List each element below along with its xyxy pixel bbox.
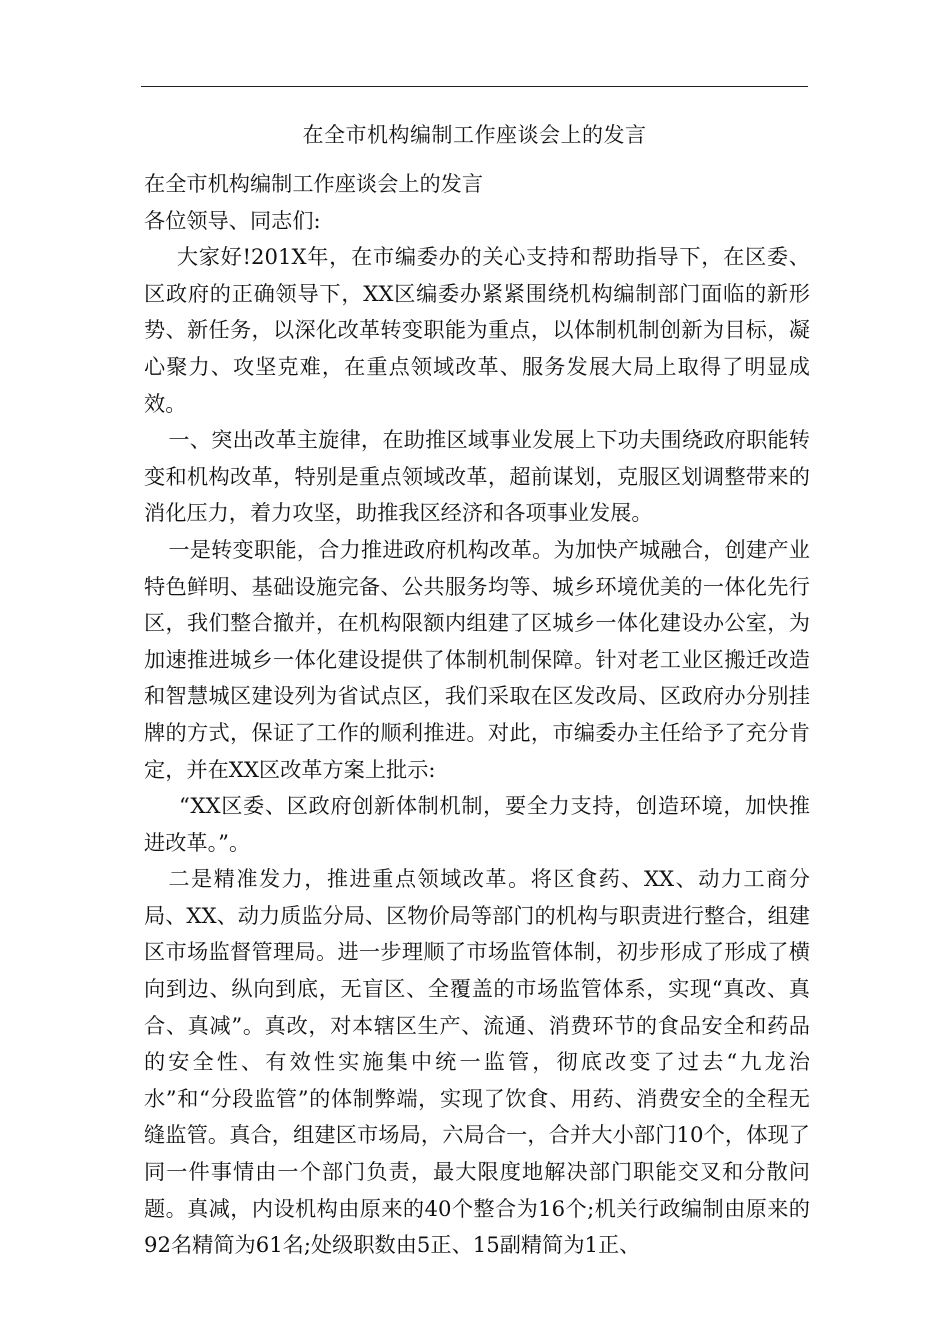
body-heading: 在全市机构编制工作座谈会上的发言 — [144, 171, 484, 196]
paragraph-intro: 大家好!201X年，在市编委办的关心支持和帮助指导下，在区委、区政府的正确领导下，XX区编委办紧紧围绕机构编制部门面临的新形势、新任务，以深化改革转变职能为重点，以体制机制创新为目标，凝心聚力、攻坚克难，在重点领域改革、服务发展大局上取得了明显成效。 — [144, 244, 810, 416]
document-title: 在全市机构编制工作座谈会上的发言 — [302, 123, 647, 147]
paragraph-point-one: 一是转变职能，合力推进政府机构改革。为加快产城融合，创建产业特色鲜明、基础设施完备、公共服务均等、城乡环境优美的一体化先行区，我们整合撤并，在机构限额内组建了区城乡一体化建设办公室，为加速推进城乡一体化建设提供了体制机制保障。针对老工业区搬迁改造和智慧城区建设列为省试点区，我们采取在区发改局、区政府办分别挂牌的方式，保证了工作的顺利推进。对此，市编委办主任给予了充分肯定，并在XX区改革方案上批示: — [144, 536, 810, 782]
salutation: 各位领导、同志们: — [144, 207, 321, 233]
paragraph-section-one: 一、突出改革主旋律，在助推区域事业发展上下功夫围绕政府职能转变和机构改革，特别是重点领域改革，超前谋划，克服区划调整带来的消化压力，着力攻坚，助推我区经济和各项事业发展。 — [144, 427, 810, 526]
document-body — [144, 166, 810, 1264]
paragraph-quote: “XX区委、区政府创新体制机制，要全力支持，创造环境，加快推进改革。”。 — [144, 793, 810, 855]
header-rule — [141, 86, 808, 87]
paragraph-point-two: 二是精准发力，推进重点领域改革。将区食药、XX、动力工商分局、XX、动力质监分局、区物价局等部门的机构与职责进行整合，组建区市场监督管理局。进一步理顺了市场监管体制，初步形成了形成了横向到边、纵向到底，无盲区、全覆盖的市场监管体系，实现“真改、真合、真减”。真改，对本辖区生产、流通、消费环节的食品安全和药品的安全性、有效性实施集中统一监管，彻底改变了过去“九龙治水”和“分段监管”的体制弊端，实现了饮食、用药、消费安全的全程无缝监管。真合，组建区市场局，六局合一，合并大小部门10个，体现了同一件事情由一个部门负责，最大限度地解决部门职能交叉和分散问题。真减，内设机构由原来的40个整合为16个;机关行政编制由原来的92名精简为61名;处级职数由5正、15副精简为1正、 — [144, 866, 810, 1258]
